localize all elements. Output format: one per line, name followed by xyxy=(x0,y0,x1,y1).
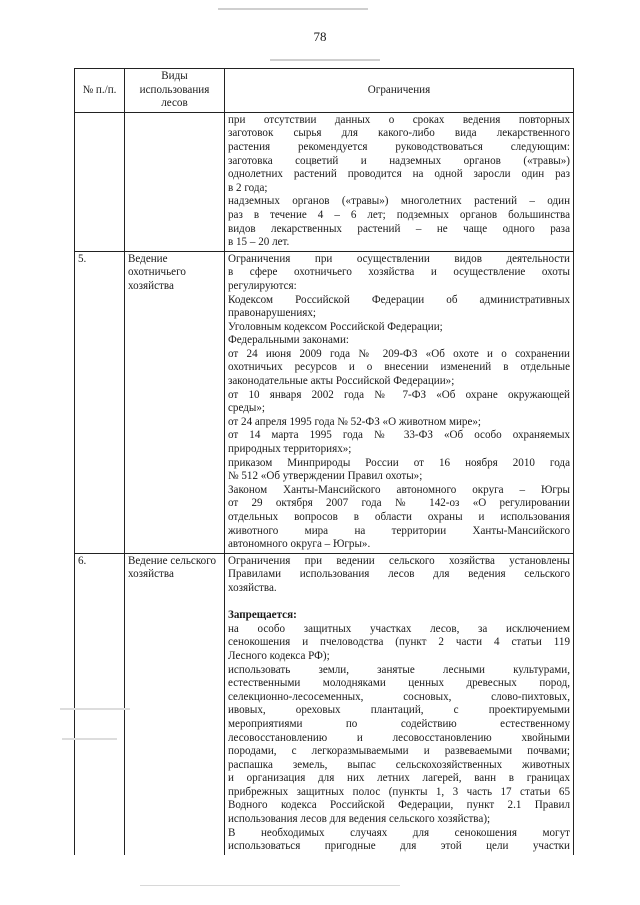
text-line: надземных органов («травы») многолетних растений – один xyxy=(228,195,570,208)
text-line: животного мира на территории Ханты-Мансийского xyxy=(228,524,570,537)
header-restrictions: Ограничения xyxy=(225,69,574,113)
text-line: однолетних растений проводится на одной заросли один раз xyxy=(228,168,570,181)
scan-mark xyxy=(62,738,117,740)
text-line: сенокошения и пчеловодства (пункт 2 части 4 статьи 119 xyxy=(228,636,570,649)
row-number xyxy=(75,112,125,251)
row-number: 5. xyxy=(75,251,125,553)
text-line: Правилами использования лесов для ведения сельского xyxy=(228,568,570,581)
table-row xyxy=(75,112,574,251)
table-row xyxy=(75,553,574,855)
text-line: Уголовным кодексом Российской Федерации; xyxy=(228,320,443,333)
text-line: в 2 года; xyxy=(228,181,268,194)
row-restrictions xyxy=(225,251,574,553)
text-line: законодательные акты Российской Федерации»; xyxy=(228,375,455,388)
header-num: № п./п. xyxy=(75,69,125,113)
text-line: лесовосстановлению и лесовосстановлению хвойными xyxy=(228,731,570,744)
text-line: В необходимых случаях для сенокошения могут xyxy=(228,826,570,839)
scan-mark xyxy=(140,885,400,886)
text-line: ивовых, ореховых плантаций, с проектируемыми xyxy=(228,704,570,717)
text-line: Лесного кодекса РФ); xyxy=(228,649,330,662)
text-line: Ограничения при осуществлении видов деятельности xyxy=(228,252,570,265)
text-line: заготовок сырья для какого-либо вида лекарственного xyxy=(228,127,570,140)
text-line: Федеральными законами: xyxy=(228,334,349,347)
text-line: при отсутствии данных о сроках ведения повторных xyxy=(228,113,570,126)
row-restrictions xyxy=(225,112,574,251)
scan-mark xyxy=(218,8,368,10)
text-line: распашка земель, выпас сельскохозяйственных животных xyxy=(228,758,570,771)
text-line: естественными молодняками ценных древесных пород, xyxy=(228,677,570,690)
scan-mark xyxy=(60,708,130,710)
text-line: Водного кодекса Российской Федерации, пункт 2.1 Правил xyxy=(228,799,570,812)
text-line: от 29 октября 2007 года № 142-оз «О регулировании xyxy=(228,497,570,510)
text-line: от 24 апреля 1995 года № 52-ФЗ «О животном мире»; xyxy=(228,415,481,428)
restrictions-table xyxy=(74,68,574,855)
scan-mark xyxy=(270,59,380,61)
table-header-row xyxy=(75,69,574,113)
text-line: приказом Минприроды России от 16 ноября 2010 года xyxy=(228,456,570,469)
text-line: хозяйства. xyxy=(228,581,277,594)
text-line: в сфере охотничьего хозяйства и осуществление охоты xyxy=(228,266,570,279)
text-line: на особо защитных участках лесов, за исключением xyxy=(228,622,570,635)
text-line: от 14 марта 1995 года № 33-ФЗ «Об особо охраняемых xyxy=(228,429,570,442)
row-use-type xyxy=(125,112,225,251)
text-line: регулируются: xyxy=(228,279,297,292)
text-line: растения рекомендуется руководствоваться следующим: xyxy=(228,140,570,153)
text-line: автономного округа – Югры». xyxy=(228,538,371,551)
text-line: среды»; xyxy=(228,402,265,415)
text-line: и организация для них летних лагерей, ванн в границах xyxy=(228,772,570,785)
text-line: прибрежных защитных полос (пункты 1, 3 часть 17 статьи 65 xyxy=(228,785,570,798)
row-use-type: Ведение сельского хозяйства xyxy=(125,553,225,855)
text-line: охотничьих ресурсов и о внесении изменений в отдельные xyxy=(228,361,570,374)
text-line: заготовка соцветий и надземных органов («травы») xyxy=(228,154,570,167)
text-line: от 10 января 2002 года № 7-ФЗ «Об охране окружающей xyxy=(228,388,570,401)
header-type: Виды использования лесов xyxy=(125,69,225,113)
text-line: правонарушениях; xyxy=(228,307,316,320)
text-line: природных территориях»; xyxy=(228,443,352,456)
text-line: использования лесов для ведения сельского хозяйства); xyxy=(228,813,491,826)
text-line: от 24 июня 2009 года № 209-ФЗ «Об охоте и о сохранении xyxy=(228,347,570,360)
prohibited-heading: Запрещается: xyxy=(228,609,297,622)
text-line: Ограничения при ведении сельского хозяйства установлены xyxy=(228,554,570,567)
text-line: Кодексом Российской Федерации об административных xyxy=(228,293,570,306)
text-line: использовать земли, занятые лесными культурами, xyxy=(228,663,570,676)
text-line: мероприятиями по содействию естественному xyxy=(228,717,570,730)
row-restrictions xyxy=(225,553,574,855)
text-line: отдельных вопросов в области охраны и использования xyxy=(228,511,570,523)
text-line: раз в течение 4 – 6 лет; подземных органов большинства xyxy=(228,208,570,221)
text-line: в 15 – 20 лет. xyxy=(228,236,290,249)
text-line: видов лекарственных растений – не чаще одного раза xyxy=(228,222,570,235)
blank-line xyxy=(228,596,570,610)
text-line: породами, с легкоразмываемыми и развеваемыми почвами; xyxy=(228,745,570,758)
page-number: 78 xyxy=(313,29,327,44)
text-line: Законом Ханты-Мансийского автономного округа – Югры xyxy=(228,483,570,496)
row-number: 6. xyxy=(75,553,125,855)
text-line: селекционно-лесосеменных, сосновых, слово-пихтовых, xyxy=(228,690,570,703)
text-line: использоваться пригодные для этой цели участки xyxy=(228,840,570,853)
table-row xyxy=(75,251,574,553)
row-use-type: Ведение охотничьего хозяйства xyxy=(125,251,225,553)
text-line: № 512 «Об утверждении Правил охоты»; xyxy=(228,470,423,483)
